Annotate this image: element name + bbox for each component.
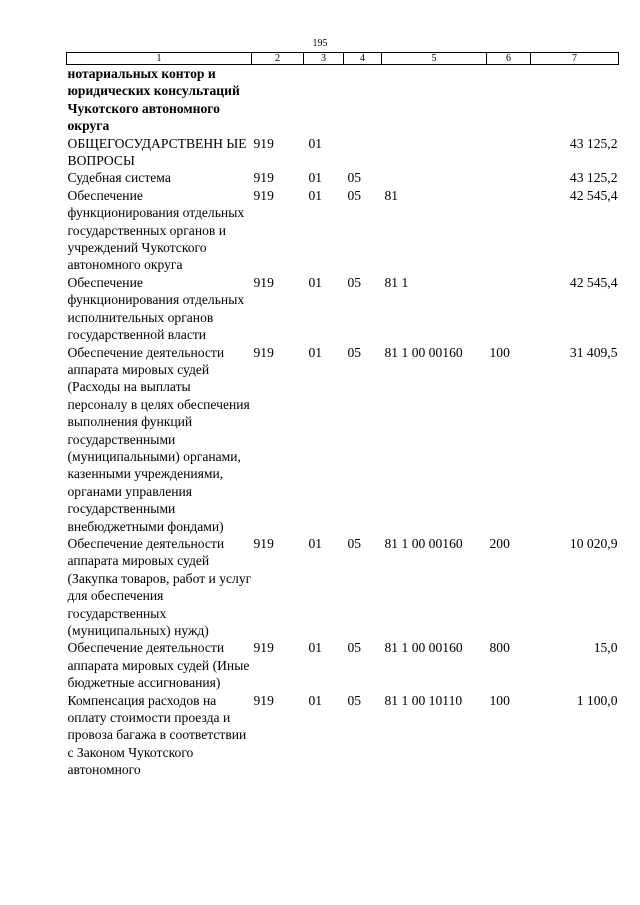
item-subsection-code: 05 xyxy=(347,692,362,708)
item-name: Компенсация расходов на оплату стоимости проезда и провоза багажа в соответствии с Законом Чукотского автономного xyxy=(67,692,247,778)
item-gr-code: 919 xyxy=(253,187,274,203)
item-expense-type: 200 xyxy=(489,535,510,551)
column-number: 2 xyxy=(252,53,304,65)
item-subsection-code: 05 xyxy=(347,535,362,551)
item-section-code xyxy=(304,65,344,135)
table-row xyxy=(67,187,619,274)
item-section-code: 01 xyxy=(308,170,323,186)
item-amount xyxy=(531,65,619,135)
item-section-code: 01 xyxy=(308,692,323,708)
item-target-article: 81 1 00 00160 xyxy=(384,640,463,656)
item-target-article: 81 1 00 10110 xyxy=(384,692,463,708)
item-amount: 31 409,5 xyxy=(569,344,618,360)
item-amount: 42 545,4 xyxy=(569,187,618,203)
item-section-code: 01 xyxy=(308,274,323,290)
item-gr-code: 919 xyxy=(253,135,274,151)
item-target-article xyxy=(382,65,487,135)
column-number: 3 xyxy=(304,53,344,65)
item-subsection-code xyxy=(344,135,382,170)
item-amount: 10 020,9 xyxy=(569,535,618,551)
item-gr-code xyxy=(252,65,304,135)
table-row xyxy=(67,344,619,535)
item-expense-type xyxy=(487,135,531,170)
table-row xyxy=(67,535,619,639)
table-row xyxy=(67,274,619,344)
item-gr-code: 919 xyxy=(253,535,274,551)
item-name: Обеспечение деятельности аппарата мировых судей (Закупка товаров, работ и услуг для обеспечения государственных (муниципальных) нужд) xyxy=(67,535,252,638)
budget-table xyxy=(66,52,619,779)
item-target-article: 81 1 00 00160 xyxy=(384,344,463,360)
item-section-code: 01 xyxy=(308,187,323,203)
item-target-article: 81 1 xyxy=(384,274,409,290)
table-row xyxy=(67,135,619,170)
column-number: 5 xyxy=(382,53,487,65)
item-section-code: 01 xyxy=(308,344,323,360)
item-section-code: 01 xyxy=(308,135,323,151)
item-expense-type xyxy=(487,65,531,135)
table-row xyxy=(67,692,619,779)
item-gr-code: 919 xyxy=(253,692,274,708)
item-name: Обеспечение деятельности аппарата мировых судей (Иные бюджетные ассигнования) xyxy=(67,640,250,691)
item-expense-type: 800 xyxy=(489,640,510,656)
item-amount: 42 545,4 xyxy=(569,274,618,290)
item-expense-type: 100 xyxy=(489,344,510,360)
column-number-row xyxy=(67,53,619,65)
page-number: 195 xyxy=(312,38,328,49)
item-name: Обеспечение функционирования отдельных исполнительных органов государственной власти xyxy=(67,274,245,343)
item-target-article xyxy=(382,169,487,186)
item-expense-type: 100 xyxy=(489,692,510,708)
item-section-code: 01 xyxy=(308,535,323,551)
item-subsection-code: 05 xyxy=(347,640,362,656)
column-number: 4 xyxy=(344,53,382,65)
item-subsection-code: 05 xyxy=(347,344,362,360)
item-expense-type xyxy=(487,169,531,186)
item-name: нотариальных контор и юридических консультаций Чукотского автономного округа xyxy=(67,66,240,134)
item-amount: 43 125,2 xyxy=(569,170,618,186)
item-gr-code: 919 xyxy=(253,344,274,360)
column-number: 1 xyxy=(67,53,252,65)
item-subsection-code: 05 xyxy=(347,274,362,290)
item-subsection-code xyxy=(344,65,382,135)
item-amount: 43 125,2 xyxy=(569,135,618,151)
item-gr-code: 919 xyxy=(253,640,274,656)
item-name: Обеспечение функционирования отдельных государственных органов и учреждений Чукотского автономного округа xyxy=(67,187,245,273)
column-number: 6 xyxy=(487,53,531,65)
item-expense-type xyxy=(487,274,531,344)
item-gr-code: 919 xyxy=(253,170,274,186)
item-amount: 1 100,0 xyxy=(576,692,618,708)
item-name: Судебная система xyxy=(67,170,171,186)
item-target-article xyxy=(382,135,487,170)
item-target-article: 81 xyxy=(384,187,399,203)
item-amount: 15,0 xyxy=(593,640,618,656)
item-subsection-code: 05 xyxy=(347,170,362,186)
table-row xyxy=(67,639,619,691)
item-name: Обеспечение деятельности аппарата мировых судей (Расходы на выплаты персоналу в целях обеспечения выполнения функций государственными (муниципальными) органами, казенными учреждениями, органами управления государственными внебюджетными фондами) xyxy=(67,344,250,534)
item-target-article: 81 1 00 00160 xyxy=(384,535,463,551)
item-gr-code: 919 xyxy=(253,274,274,290)
item-subsection-code: 05 xyxy=(347,187,362,203)
table-row xyxy=(67,169,619,186)
table-row xyxy=(67,65,619,135)
item-name: ОБЩЕГОСУДАРСТВЕНН ЫЕ ВОПРОСЫ xyxy=(67,135,247,169)
item-section-code: 01 xyxy=(308,640,323,656)
item-expense-type xyxy=(487,187,531,274)
column-number: 7 xyxy=(531,53,619,65)
